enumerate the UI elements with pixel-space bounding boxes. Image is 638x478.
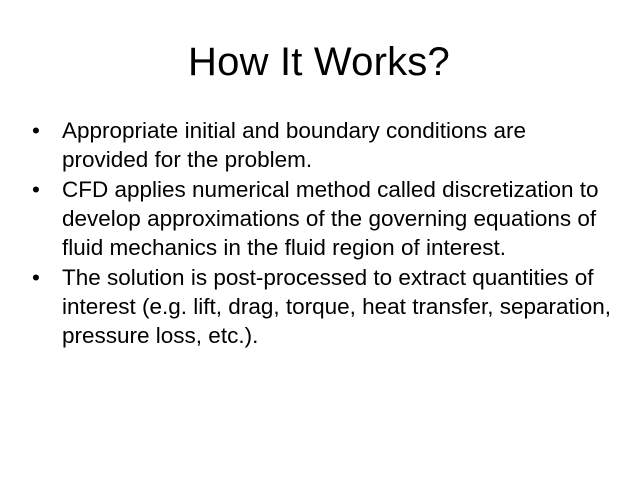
bullet-text: The solution is post-processed to extract quantities of interest (e.g. lift, drag, torque, heat transfer, separation, pressure loss, etc.).: [62, 265, 612, 348]
slide-title: How It Works?: [188, 40, 450, 84]
bullet-text: CFD applies numerical method called discretization to develop approximations of the governing equations of fluid mechanics in the fluid region of interest.: [62, 177, 599, 260]
bullet-icon: •: [32, 177, 40, 202]
bullet-item: [32, 175, 612, 262]
bullet-icon: •: [32, 118, 40, 143]
bullet-item: [32, 263, 612, 350]
bullet-list: [32, 116, 612, 351]
bullet-item: [32, 116, 612, 174]
bullet-icon: •: [32, 265, 40, 290]
bullet-text: Appropriate initial and boundary conditions are provided for the problem.: [62, 118, 527, 172]
